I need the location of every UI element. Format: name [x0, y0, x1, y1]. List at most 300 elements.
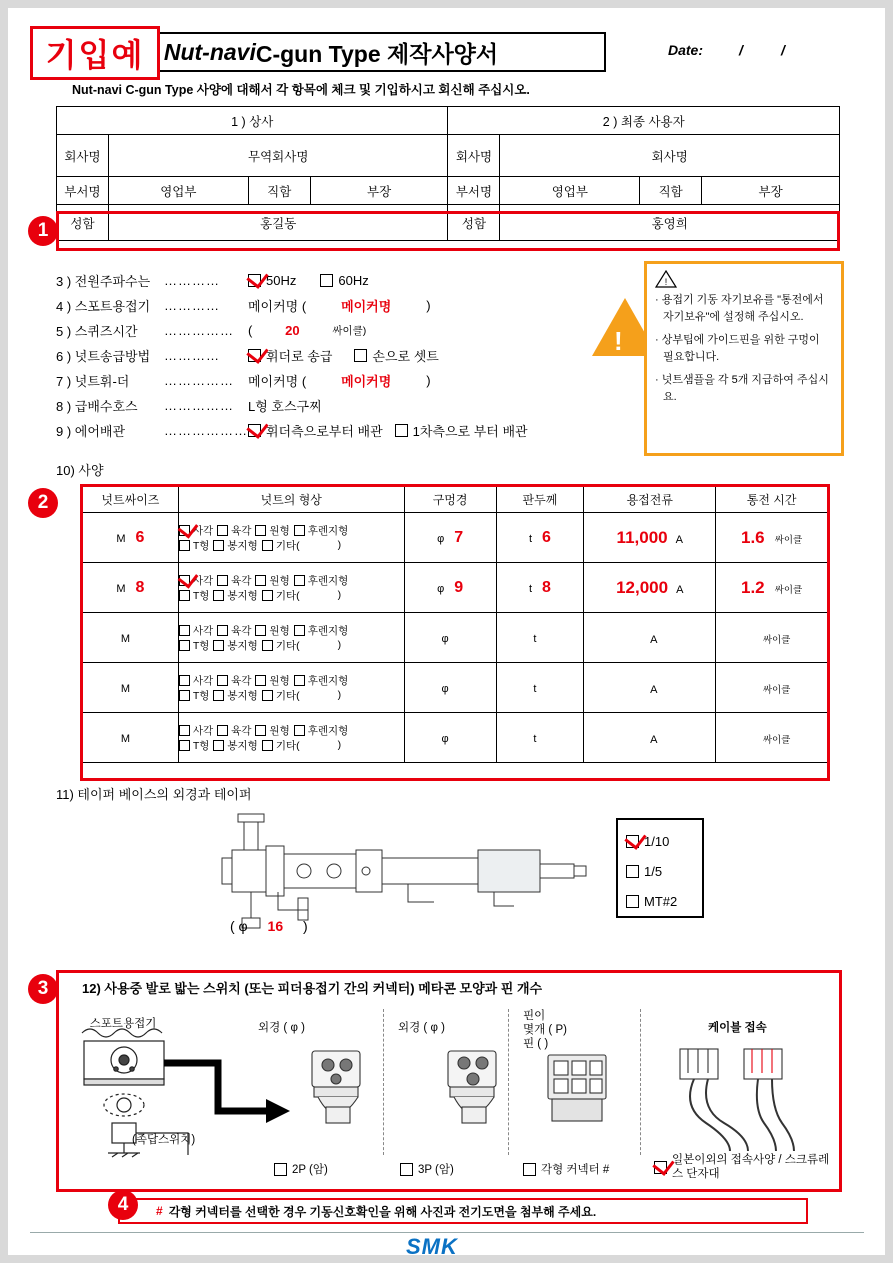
annotation-badge-1: 1: [28, 216, 58, 246]
option-3p[interactable]: [400, 1161, 454, 1177]
annotation-badge-2: 2: [28, 488, 58, 518]
shape-label: 후렌지형: [307, 674, 349, 687]
checkbox-shape-후렌지형[interactable]: [294, 525, 305, 536]
shape-label: 봉지형: [227, 539, 258, 552]
checkbox-2p[interactable]: [274, 1163, 287, 1176]
sample-stamp: 기입예: [30, 26, 160, 80]
checkbox-3p[interactable]: [400, 1163, 413, 1176]
cell-nut-size[interactable]: [83, 563, 179, 613]
shape-option-원형[interactable]: [255, 673, 289, 688]
checkbox-hand-set[interactable]: [354, 349, 367, 362]
cycle-unit: 싸이클: [762, 634, 791, 646]
item-5-dots: ……………: [164, 323, 234, 338]
amp-unit: A: [676, 583, 684, 596]
shape-label: 봉지형: [227, 639, 258, 652]
warning-item: · 상부팁에 가이드핀을 위한 구멍이 필요합니다.: [655, 334, 820, 363]
label-taper-1-5: 1/5: [644, 863, 663, 879]
taper-option-row[interactable]: [626, 826, 694, 856]
shape-option-사각[interactable]: [179, 623, 213, 638]
amp-unit: A: [650, 633, 658, 646]
shape-label: 육각: [231, 674, 252, 687]
shape-option-육각[interactable]: [217, 623, 251, 638]
checkbox-shape-후렌지형[interactable]: [294, 625, 305, 636]
shape-label: 기타(: [275, 589, 300, 602]
item-4: [56, 293, 656, 318]
shape-label: 봉지형: [227, 739, 258, 752]
table-row: [83, 563, 828, 613]
label-outer-dia-1: 외경 ( φ ): [258, 1022, 305, 1034]
shape-other-close: ): [337, 539, 342, 551]
plate-thickness-value[interactable]: 6: [542, 528, 551, 546]
label-60hz: 60Hz: [338, 273, 369, 288]
svg-text:!: !: [664, 277, 668, 287]
checkbox-shape-후렌지형[interactable]: [294, 725, 305, 736]
checkbox-50hz[interactable]: [248, 274, 261, 287]
shape-option-봉지형[interactable]: [213, 688, 257, 703]
cell-weld-current[interactable]: [584, 713, 716, 763]
shape-option-사각[interactable]: [179, 573, 213, 588]
col-nut-shape: 넛트의 형상: [178, 487, 404, 513]
cell-nut-shape[interactable]: [178, 513, 404, 563]
checkbox-shape-T형[interactable]: [179, 540, 190, 551]
weld-time-value[interactable]: 1.2: [741, 577, 765, 597]
shape-other-close: ): [337, 689, 342, 701]
plate-thickness-value[interactable]: 8: [542, 578, 551, 596]
item-9-label: 9 ) 에어배관: [56, 424, 126, 439]
checkbox-shape-육각[interactable]: [217, 725, 228, 736]
table-row: [83, 663, 828, 713]
shape-label: 사각: [192, 724, 214, 737]
checkbox-shape-후렌지형[interactable]: [294, 675, 305, 686]
position-label-left: 직함: [248, 177, 310, 205]
phi-symbol: φ: [437, 532, 445, 545]
shape-option-봉지형[interactable]: [213, 638, 257, 653]
nut-size-prefix: M: [116, 582, 126, 595]
checkbox-taper-1-10[interactable]: [626, 835, 639, 848]
item-6-dots: …………: [164, 348, 220, 363]
shape-option-봉지형[interactable]: [213, 738, 257, 753]
amp-unit: A: [650, 683, 658, 696]
t-symbol: t: [528, 582, 532, 595]
label-taper-1-10: 1/10: [644, 833, 670, 849]
cell-hole-dia[interactable]: [404, 563, 496, 613]
amp-unit: A: [675, 533, 683, 546]
checkbox-shape-육각[interactable]: [217, 575, 228, 586]
shape-label: 사각: [192, 674, 214, 687]
checkbox-shape-T형[interactable]: [179, 690, 190, 701]
shape-label: 육각: [231, 624, 252, 637]
cell-plate-thickness[interactable]: [496, 513, 584, 563]
checkbox-shape-기타([interactable]: [262, 540, 273, 551]
col-plate-thickness: 판두께: [496, 487, 584, 513]
col-nut-size: 넛트싸이즈: [83, 487, 179, 513]
name-label-left: 성함: [57, 205, 109, 241]
shape-label: 봉지형: [227, 589, 258, 602]
shape-option-후렌지형[interactable]: [294, 573, 349, 588]
item-4-text: 메이커명 (: [248, 299, 307, 314]
shape-label: 사각: [192, 574, 214, 587]
t-symbol: t: [533, 682, 537, 695]
date-field: [668, 38, 868, 62]
section-12-title: 12) 사용중 발로 밟는 스위치 (또는 피더용접기 간의 커넥터) 메타콘 모양과 핀 개수: [82, 981, 543, 996]
date-slash-1: /: [739, 42, 743, 58]
item-3-label: 3 ) 전원주파수는: [56, 274, 151, 289]
cell-weld-current[interactable]: [584, 513, 716, 563]
cell-nut-size[interactable]: [83, 513, 179, 563]
item-4-dots: …………: [164, 298, 220, 313]
table-row: [83, 513, 828, 563]
cell-weld-time[interactable]: [716, 563, 828, 613]
label-cable-connection: 케이블 접속: [708, 1022, 767, 1034]
checkbox-shape-원형[interactable]: [255, 625, 266, 636]
taper-options: [616, 818, 704, 918]
item-7-text: 메이커명 (: [248, 374, 307, 389]
name-value-right: 홍영희: [500, 205, 840, 241]
shape-other-close: ): [337, 739, 342, 751]
company-label-right: 회사명: [448, 135, 500, 177]
shape-label: 육각: [231, 724, 252, 737]
shape-option-후렌지형[interactable]: [294, 673, 349, 688]
shape-option-원형[interactable]: [255, 623, 289, 638]
shape-option-T형[interactable]: [179, 588, 210, 603]
position-label-right: 직함: [640, 177, 702, 205]
t-symbol: t: [533, 732, 537, 745]
section-10-title: 10) 사양: [56, 463, 104, 478]
label-2p: 2P (암): [292, 1164, 328, 1176]
shape-label: T형: [192, 539, 210, 552]
t-symbol: t: [533, 632, 537, 645]
cell-plate-thickness[interactable]: [496, 613, 584, 663]
shape-option-기타([interactable]: [262, 588, 300, 603]
checkbox-shape-T형[interactable]: [179, 590, 190, 601]
phi-value[interactable]: 16: [267, 918, 284, 934]
label-foot-switch: (족답스위치): [132, 1134, 196, 1146]
nut-size-prefix: M: [120, 632, 130, 645]
shape-label: 육각: [231, 574, 252, 587]
checkbox-shape-기타([interactable]: [262, 590, 273, 601]
checkbox-shape-봉지형[interactable]: [213, 590, 224, 601]
item-7: [56, 368, 656, 393]
checkbox-shape-사각[interactable]: [179, 675, 190, 686]
c-gun-diagram: [158, 806, 588, 936]
checkbox-shape-사각[interactable]: [179, 525, 190, 536]
shape-label: 원형: [269, 674, 290, 687]
checkbox-shape-사각[interactable]: [179, 575, 190, 586]
weld-current-value[interactable]: 11,000: [616, 527, 668, 547]
cell-hole-dia[interactable]: [404, 663, 496, 713]
shape-label: 후렌지형: [307, 524, 349, 537]
annotation-badge-3: 3: [28, 974, 58, 1004]
item-5-unit: 싸이클): [332, 325, 367, 337]
option-non-japan-spec[interactable]: [654, 1153, 854, 1182]
table-row: [57, 177, 840, 205]
shape-option-사각[interactable]: [179, 673, 213, 688]
checkbox-shape-기타([interactable]: [262, 740, 273, 751]
footnote-text: 각형 커넥터를 선택한 경우 기동신호확인을 위해 사진과 전기도면을 첨부해 주세요.: [168, 1204, 597, 1219]
checkbox-shape-원형[interactable]: [255, 525, 266, 536]
cell-nut-size[interactable]: [83, 613, 179, 663]
cell-weld-time[interactable]: [716, 713, 828, 763]
label-pin-count-3: 핀 ( ): [523, 1038, 549, 1050]
table-header-row: [83, 487, 828, 513]
taper-diameter-field: [230, 918, 308, 934]
nut-size-value[interactable]: 8: [135, 578, 145, 596]
shape-label: 기타(: [275, 539, 300, 552]
cell-nut-size[interactable]: [83, 663, 179, 713]
checkbox-primary-side-piping[interactable]: [395, 424, 408, 437]
label-spot-welder: 스포트용접기: [89, 1018, 157, 1030]
connector-diagram-area: [68, 1003, 858, 1183]
shape-option-사각[interactable]: [179, 523, 213, 538]
shape-option-원형[interactable]: [255, 723, 289, 738]
checkbox-shape-봉지형[interactable]: [213, 740, 224, 751]
checkbox-shape-육각[interactable]: [217, 525, 228, 536]
date-label: Date:: [668, 42, 704, 58]
phi-symbol: φ: [441, 682, 449, 695]
warning-box: [644, 261, 844, 456]
cell-weld-current[interactable]: [584, 613, 716, 663]
section-11-title: 11) 테이퍼 베이스의 외경과 테이퍼: [56, 787, 252, 802]
cell-weld-time[interactable]: [716, 513, 828, 563]
warning-small-icon: [655, 270, 833, 288]
item-8: [56, 393, 656, 418]
item-6-label: 6 ) 넛트송급방법: [56, 349, 151, 364]
checkbox-shape-T형[interactable]: [179, 740, 190, 751]
shape-label: 원형: [269, 624, 290, 637]
checkbox-shape-육각[interactable]: [217, 625, 228, 636]
hole-dia-value[interactable]: 7: [454, 528, 464, 546]
shape-option-T형[interactable]: [179, 738, 210, 753]
cell-plate-thickness[interactable]: [496, 713, 584, 763]
amp-unit: A: [650, 733, 658, 746]
shape-label: 원형: [269, 524, 290, 537]
option-2p[interactable]: [274, 1161, 328, 1177]
shape-option-기타([interactable]: [262, 738, 300, 753]
shape-option-기타([interactable]: [262, 638, 300, 653]
checkbox-shape-원형[interactable]: [255, 575, 266, 586]
shape-option-봉지형[interactable]: [213, 538, 257, 553]
item-5-value[interactable]: 20: [285, 323, 300, 338]
shape-label: 후렌지형: [307, 624, 349, 637]
cell-nut-shape[interactable]: [178, 613, 404, 663]
t-symbol: t: [528, 532, 532, 545]
shape-label: 후렌지형: [307, 724, 349, 737]
weld-current-value[interactable]: 12,000: [616, 577, 669, 597]
name-label-right: 성함: [448, 205, 500, 241]
shape-option-육각[interactable]: [217, 673, 251, 688]
shape-label: 기타(: [275, 739, 300, 752]
dept-label-right: 부서명: [448, 177, 500, 205]
nut-size-value[interactable]: 6: [135, 528, 145, 546]
label-50hz: 50Hz: [266, 273, 297, 288]
shape-label: T형: [192, 739, 210, 752]
checkbox-shape-육각[interactable]: [217, 675, 228, 686]
subtitle: Nut-navi C-gun Type 사양에 대해서 각 항목에 체크 및 기입하시고 회신해 주십시오.: [72, 83, 530, 97]
shape-option-원형[interactable]: [255, 573, 289, 588]
name-value-left: 홍길동: [108, 205, 448, 241]
cell-plate-thickness[interactable]: [496, 563, 584, 613]
dept-value-right: 영업부: [500, 177, 640, 205]
shape-option-사각[interactable]: [179, 723, 213, 738]
cell-hole-dia[interactable]: [404, 713, 496, 763]
hole-dia-value[interactable]: 9: [454, 578, 464, 596]
table-row: [83, 713, 828, 763]
item-7-label: 7 ) 넛트휘-더: [56, 374, 130, 389]
company-value-left: 무역회사명: [108, 135, 448, 177]
annotation-badge-4: 4: [108, 1190, 138, 1220]
item-7-close: ): [426, 373, 431, 388]
shape-option-기타([interactable]: [262, 688, 300, 703]
label-primary-side-piping: 1차측으로 부터 배관: [412, 424, 528, 439]
shape-label: T형: [192, 689, 210, 702]
shape-option-T형[interactable]: [179, 538, 210, 553]
cell-weld-current[interactable]: [584, 663, 716, 713]
shape-label: T형: [192, 639, 210, 652]
cycle-unit: 싸이클: [762, 734, 791, 746]
taper-option-row[interactable]: [626, 856, 694, 886]
shape-label: 봉지형: [227, 689, 258, 702]
shape-label: T형: [192, 589, 210, 602]
shape-option-육각[interactable]: [217, 573, 251, 588]
taper-option-row[interactable]: [626, 886, 694, 916]
table-row: [57, 205, 840, 241]
checkbox-non-japan-spec[interactable]: [654, 1161, 667, 1174]
shape-option-T형[interactable]: [179, 688, 210, 703]
label-taper-mt2: MT#2: [644, 893, 678, 909]
label-hand-set: 손으로 셋트: [372, 349, 439, 364]
shape-option-T형[interactable]: [179, 638, 210, 653]
item-8-text: L형 호스구찌: [248, 399, 322, 414]
shape-label: 육각: [231, 524, 252, 537]
shape-option-후렌지형[interactable]: [294, 523, 349, 538]
checkbox-shape-T형[interactable]: [179, 640, 190, 651]
cell-nut-shape[interactable]: [178, 713, 404, 763]
checkbox-shape-기타([interactable]: [262, 640, 273, 651]
cell-weld-time[interactable]: [716, 663, 828, 713]
table-row: [83, 613, 828, 663]
col-hole-dia: 구멍경: [404, 487, 496, 513]
date-slash-2: /: [781, 42, 785, 58]
shape-option-원형[interactable]: [255, 523, 289, 538]
title-rest: C-gun Type 제작사양서: [255, 40, 499, 67]
cycle-unit: 싸이클: [774, 534, 803, 546]
nut-spec-table: [82, 486, 828, 763]
item-8-label: 8 ) 급배수호스: [56, 399, 138, 414]
checkbox-shape-봉지형[interactable]: [213, 690, 224, 701]
spec-items: [56, 268, 656, 443]
label-pin-count-2: 몇개 ( P): [523, 1024, 567, 1036]
checkbox-taper-1-5[interactable]: [626, 865, 639, 878]
customer-table: [56, 106, 840, 241]
item-4-value[interactable]: 메이커명: [341, 299, 392, 314]
shape-option-기타([interactable]: [262, 538, 300, 553]
phi-symbol: φ: [441, 632, 449, 645]
checkbox-shape-기타([interactable]: [262, 690, 273, 701]
phi-close: ): [303, 918, 308, 934]
checkbox-feeder-side-piping[interactable]: [248, 424, 261, 437]
cycle-unit: 싸이클: [774, 584, 803, 596]
phi-symbol: φ: [441, 732, 449, 745]
checkbox-taper-mt2[interactable]: [626, 895, 639, 908]
cell-hole-dia[interactable]: [404, 513, 496, 563]
item-6: [56, 343, 656, 368]
footnote-hash: #: [156, 1204, 163, 1218]
label-feeder-side-piping: 휘더측으로부터 배관: [266, 424, 383, 439]
shape-other-close: ): [337, 589, 342, 601]
cust-left-header: 1 ) 상사: [57, 107, 448, 135]
item-7-value[interactable]: 메이커명: [341, 374, 392, 389]
checkbox-shape-봉지형[interactable]: [213, 640, 224, 651]
item-9: [56, 418, 656, 443]
cell-weld-time[interactable]: [716, 613, 828, 663]
cust-right-header: 2 ) 최종 사용자: [448, 107, 840, 135]
table-row: [57, 135, 840, 177]
dept-label-left: 부서명: [57, 177, 109, 205]
checkbox-feeder-supply[interactable]: [248, 349, 261, 362]
cell-plate-thickness[interactable]: [496, 663, 584, 713]
cell-nut-size[interactable]: [83, 713, 179, 763]
checkbox-square-connector[interactable]: [523, 1163, 536, 1176]
shape-label: 사각: [192, 524, 214, 537]
document-page: [8, 8, 885, 1255]
shape-label: 기타(: [275, 689, 300, 702]
shape-option-후렌지형[interactable]: [294, 723, 349, 738]
checkbox-shape-사각[interactable]: [179, 725, 190, 736]
item-4-close: ): [426, 298, 431, 313]
shape-option-육각[interactable]: [217, 723, 251, 738]
shape-option-봉지형[interactable]: [213, 588, 257, 603]
position-value-right: 부장: [702, 177, 840, 205]
label-non-japan-spec: 일본이외의 접속사양 / 스크류레스 단자대: [672, 1154, 830, 1181]
cell-weld-current[interactable]: [584, 563, 716, 613]
table-row: [57, 107, 840, 135]
warning-item: · 용접기 기동 자기보유를 "통전에서 자기보유"에 설정해 주십시오.: [655, 294, 824, 323]
shape-option-후렌지형[interactable]: [294, 623, 349, 638]
cell-hole-dia[interactable]: [404, 613, 496, 663]
nut-size-prefix: M: [116, 532, 126, 545]
checkbox-shape-원형[interactable]: [255, 725, 266, 736]
shape-label: 후렌지형: [307, 574, 349, 587]
footer-divider: [30, 1232, 864, 1233]
label-3p: 3P (암): [418, 1164, 454, 1176]
checkbox-shape-후렌지형[interactable]: [294, 575, 305, 586]
item-8-dots: ……………: [164, 398, 234, 413]
company-value-right: 회사명: [500, 135, 840, 177]
checkbox-shape-사각[interactable]: [179, 625, 190, 636]
shape-option-육각[interactable]: [217, 523, 251, 538]
shape-other-close: ): [337, 639, 342, 651]
checkbox-shape-원형[interactable]: [255, 675, 266, 686]
position-value-left: 부장: [310, 177, 448, 205]
phi-open: ( φ: [230, 918, 248, 934]
cell-nut-shape[interactable]: [178, 663, 404, 713]
shape-label: 기타(: [275, 639, 300, 652]
item-5-open: (: [248, 323, 253, 338]
weld-time-value[interactable]: 1.6: [741, 527, 765, 547]
warning-exclamation: !: [614, 326, 623, 356]
warning-item: · 넛트샘플을 각 5개 지급하여 주십시요.: [655, 374, 829, 403]
cycle-unit: 싸이클: [762, 684, 791, 696]
checkbox-shape-봉지형[interactable]: [213, 540, 224, 551]
cell-nut-shape[interactable]: [178, 563, 404, 613]
option-square-connector[interactable]: [523, 1161, 609, 1177]
col-weld-time: 통전 시간: [716, 487, 828, 513]
nut-size-prefix: M: [120, 682, 130, 695]
dept-value-left: 영업부: [108, 177, 248, 205]
company-label-left: 회사명: [57, 135, 109, 177]
shape-label: 원형: [269, 724, 290, 737]
checkbox-60hz[interactable]: [320, 274, 333, 287]
